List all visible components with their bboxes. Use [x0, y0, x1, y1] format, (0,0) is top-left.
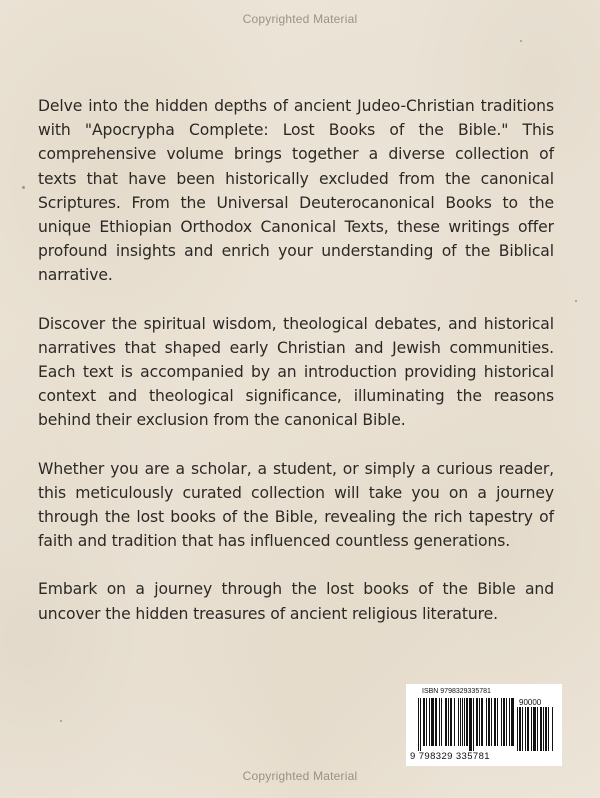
paper-speck: [520, 40, 522, 42]
barcode-bar: [426, 698, 427, 746]
barcode-bar: [445, 698, 447, 746]
barcode-bar: [476, 698, 478, 746]
blurb-paragraph-2: Discover the spiritual wisdom, theological debates, and historical narratives that shaped early Christian and Jewish communities. Each text is accompanied by an introduction providing historical context and theological significance, illuminating the reasons behind their exclusion from the canonical Bible.: [38, 314, 554, 430]
barcode-bar: [522, 707, 523, 751]
back-cover-blurb: [38, 94, 554, 650]
barcode-bar: [517, 707, 518, 751]
ean-digits: 9 798329 335781: [410, 751, 490, 762]
blurb-paragraph-1: Delve into the hidden depths of ancient Judeo-Christian traditions with "Apocrypha Complete: Lost Books of the Bible." This comprehensive volume brings together a diverse collection of texts that have been historically excluded from the canonical Scriptures. From the Universal Deuterocanonical Books to the unique Ethiopian Orthodox Canonical Texts, these writings offer profound insights and enrich your understanding of the Biblical narrative.: [38, 97, 554, 285]
paper-speck: [22, 186, 25, 189]
barcode-bar: [479, 698, 480, 746]
barcode-bar: [497, 698, 498, 746]
barcode-bar: [418, 698, 419, 751]
barcode-bar: [448, 698, 449, 746]
barcode-bar: [458, 698, 459, 746]
blurb-paragraph-4: Embark on a journey through the lost books of the Bible and uncover the hidden treasures of ancient religious literature.: [38, 580, 554, 623]
barcode-bar: [533, 707, 536, 751]
barcode-bar: [435, 698, 437, 746]
barcode-bar: [439, 698, 440, 746]
barcode-bar: [540, 707, 542, 751]
barcode-bar: [423, 698, 425, 746]
barcode-bar: [537, 707, 538, 751]
barcode-bar: [531, 707, 532, 751]
paper-speck: [575, 300, 577, 302]
barcode-bar: [488, 698, 490, 746]
barcode-bar: [548, 707, 549, 751]
barcode-bar: [491, 698, 492, 746]
isbn-label: ISBN 9798329335781: [422, 688, 491, 695]
barcode-bar: [420, 698, 421, 751]
isbn-barcode-box: [406, 684, 562, 766]
barcode-bar: [519, 707, 521, 751]
barcode-bar: [511, 698, 514, 746]
barcode-bar: [450, 698, 452, 746]
barcode-bar: [460, 698, 461, 746]
barcode-bar: [473, 698, 474, 751]
addon-barcode: [517, 707, 553, 752]
barcode-bar: [545, 707, 547, 751]
barcode-bar: [454, 698, 455, 746]
barcode-bar: [486, 698, 487, 746]
barcode-bar: [552, 707, 553, 751]
barcode-bar: [441, 698, 442, 746]
barcode-bar: [464, 698, 465, 746]
copyright-watermark-top: Copyrighted Material: [242, 12, 358, 26]
barcode-bar: [481, 698, 483, 746]
copyright-watermark-bottom: Copyrighted Material: [242, 769, 358, 783]
barcode-bar: [506, 698, 507, 746]
barcode-bar: [527, 707, 529, 751]
barcode-bar: [543, 707, 544, 751]
barcode-bar: [494, 698, 496, 746]
barcode-bar: [501, 698, 502, 746]
barcode-bar: [509, 698, 510, 746]
blurb-paragraph-3: Whether you are a scholar, a student, or simply a curious reader, this meticulously curated collection will take you on a journey through the lost books of the Bible, revealing the rich tapestry of faith and tradition that has influenced countless generations.: [38, 459, 554, 551]
barcode-bar: [469, 698, 472, 751]
barcode-bar: [466, 698, 468, 746]
barcode-bar: [525, 707, 526, 751]
barcode-bar: [503, 698, 505, 746]
price-code-label: 90000: [519, 698, 542, 707]
ean-barcode: [418, 698, 514, 752]
barcode-bar: [429, 698, 430, 746]
paper-speck: [60, 720, 62, 722]
barcode-bar: [462, 698, 463, 746]
barcode-bar: [431, 698, 434, 746]
